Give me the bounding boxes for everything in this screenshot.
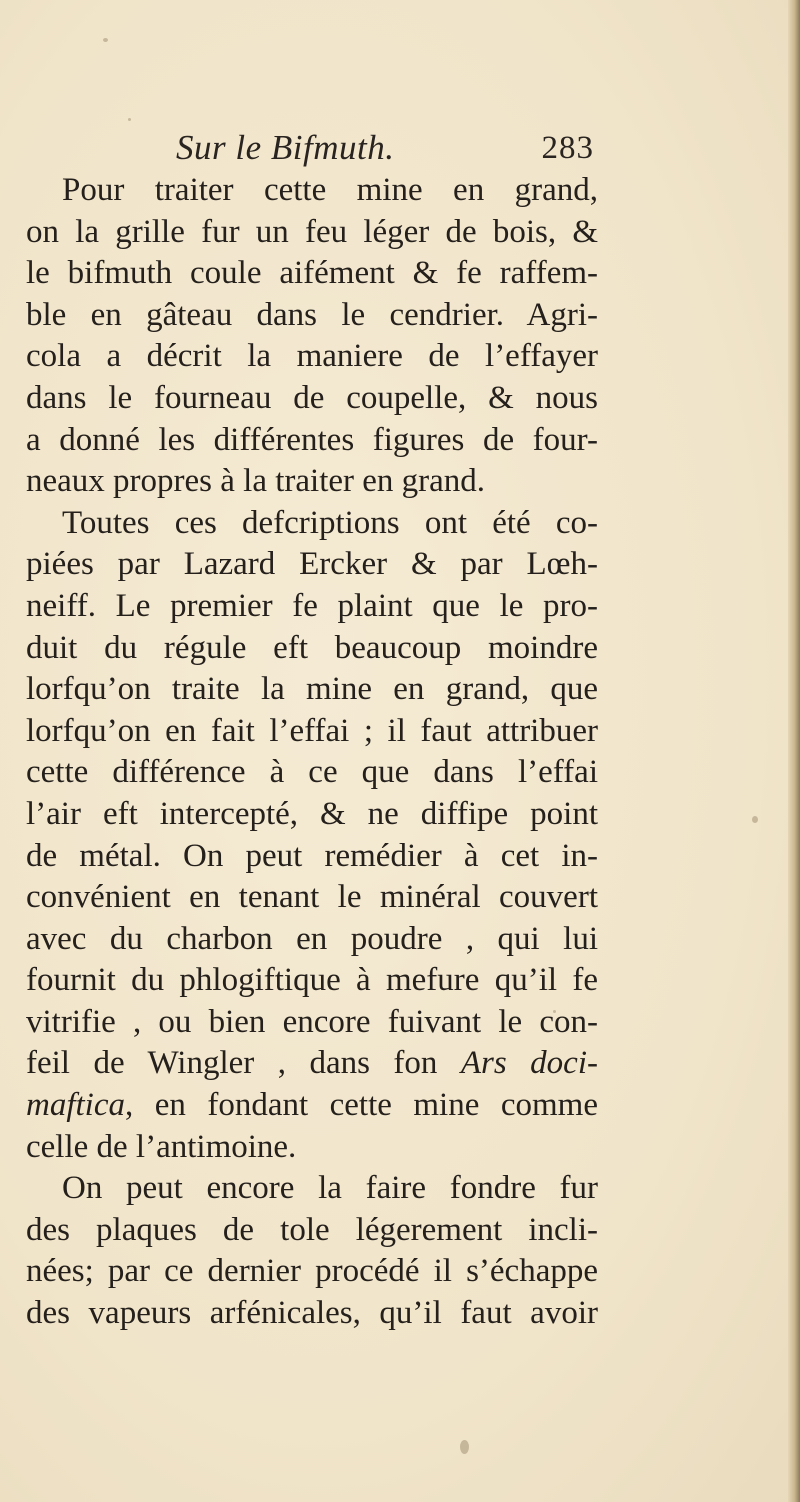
book-title-end: maftica xyxy=(26,1087,125,1124)
text-line: cette différence à ce que dans l’effai xyxy=(26,754,598,791)
text-line: le bifmuth coule aifément & fe raffem- xyxy=(26,255,598,292)
text-line: avec du charbon en poudre , qui lui xyxy=(26,920,598,957)
text-line: celle de l’antimoine. xyxy=(26,1128,297,1165)
text-fragment: feil de Wingler , dans fon xyxy=(26,1045,438,1082)
body-text xyxy=(26,170,598,1335)
text-line: Pour traiter cette mine en grand, xyxy=(62,172,598,208)
paper-spot xyxy=(460,1440,469,1454)
text-line: Toutes ces defcriptions ont été co- xyxy=(62,504,598,541)
text-line: ble en gâteau dans le cendrier. Agri- xyxy=(26,296,598,333)
text-line: l’air eft intercepté, & ne diffipe point xyxy=(26,795,598,832)
text-line: a donné les différentes figures de four- xyxy=(26,421,598,458)
text-line: lorfqu’on en fait l’effai ; il faut attribuer xyxy=(26,712,598,749)
text-line-with-title xyxy=(26,1085,598,1127)
text-line: de métal. On peut remédier à cet in- xyxy=(26,837,598,874)
text-line: vitrifie , ou bien encore fuivant le con- xyxy=(26,1003,598,1040)
page-header xyxy=(176,128,594,172)
text-line: neiff. Le premier fe plaint que le pro- xyxy=(26,587,598,624)
running-title: Sur le Bifmuth. xyxy=(176,128,395,167)
text-fragment: , en fondant cette mine comme xyxy=(124,1087,598,1124)
text-line: des plaques de tole légerement incli- xyxy=(26,1211,598,1248)
text-line: lorfqu’on traite la mine en grand, que xyxy=(26,671,598,708)
paper-spot xyxy=(103,38,108,42)
text-line: cola a décrit la maniere de l’effayer xyxy=(26,338,598,375)
text-line: neaux propres à la traiter en grand. xyxy=(26,463,486,500)
text-line-with-title xyxy=(26,1043,598,1085)
paper-spot xyxy=(752,816,758,823)
text-line: des vapeurs arfénicales, qu’il faut avoir xyxy=(26,1295,598,1332)
paper-spot xyxy=(128,118,131,121)
text-line: dans le fourneau de coupelle, & nous xyxy=(26,379,598,416)
text-line: fournit du phlogiftique à mefure qu’il fe xyxy=(26,962,598,999)
book-title: Ars doci- xyxy=(460,1045,598,1082)
text-line: duit du régule eft beaucoup moindre xyxy=(26,629,598,666)
page-edge-shadow xyxy=(788,0,800,1502)
text-line: On peut encore la faire fondre fur xyxy=(62,1170,598,1207)
page-number: 283 xyxy=(541,130,594,166)
text-line: on la grille fur un feu léger de bois, & xyxy=(26,213,598,250)
text-line: nées; par ce dernier procédé il s’échappe xyxy=(26,1253,598,1290)
text-line: piées par Lazard Ercker & par Lœh- xyxy=(26,546,598,583)
text-line: convénient en tenant le minéral couvert xyxy=(26,879,598,916)
